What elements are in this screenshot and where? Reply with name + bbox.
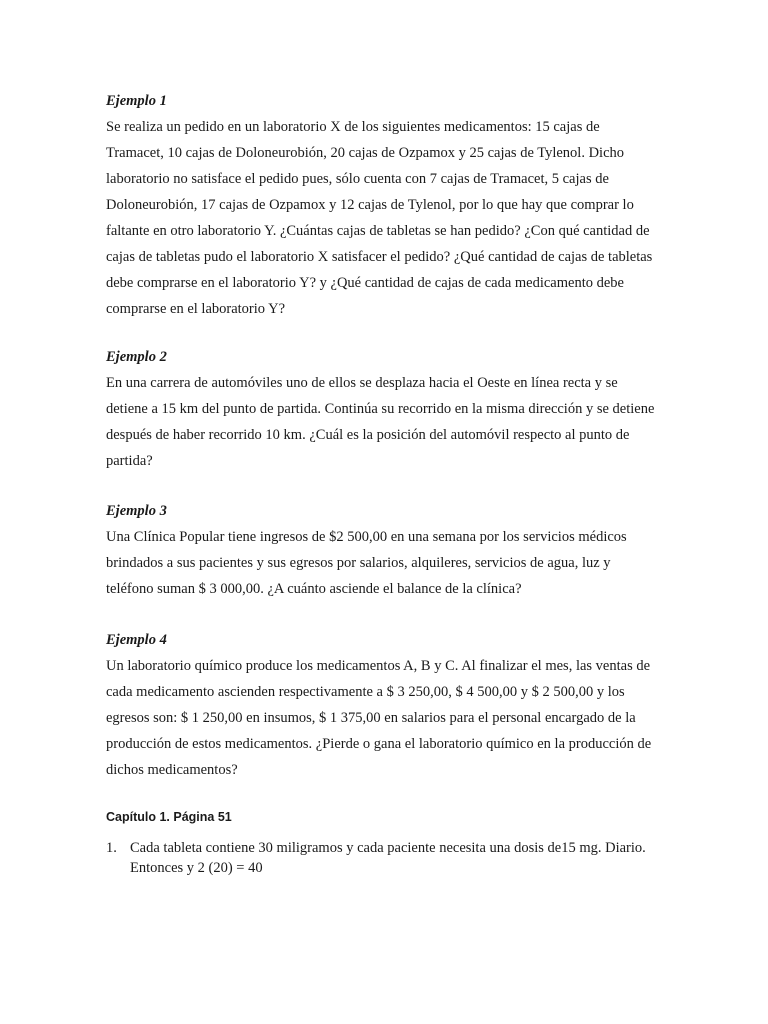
list-item xyxy=(106,838,666,878)
example-1 xyxy=(106,88,658,322)
list-item-text: Cada tableta contiene 30 miligramos y cada paciente necesita una dosis de15 mg. Diario. Entonces y 2 (20) = 40 xyxy=(130,840,646,876)
chapter-list xyxy=(106,838,666,878)
example-3 xyxy=(106,498,658,602)
chapter-heading: Capítulo 1. Página 51 xyxy=(106,810,232,824)
example-2-title: Ejemplo 2 xyxy=(106,349,167,365)
example-1-text: Se realiza un pedido en un laboratorio X de los siguientes medicamentos: 15 cajas de Tramacet, 10 cajas de Doloneurobión, 20 cajas de Ozpamox y 25 cajas de Tylenol. Dicho laboratorio no satisface el pedido pues, sólo cuenta con 7 cajas de Tramacet, 5 cajas de Doloneurobión, 17 cajas de Ozpamox y 12 cajas de Tylenol, por lo que hay que comprar lo faltante en otro laboratorio Y. ¿Cuántas cajas de tabletas se han pedido? ¿Con qué cantidad de cajas de tabletas pudo el laboratorio X satisfacer el pedido? ¿Qué cantidad de cajas de tabletas debe comprarse en el laboratorio Y? y ¿Qué cantidad de cajas de cada medicamento debe comprarse en el laboratorio Y? xyxy=(106,119,653,317)
list-item-number: 1. xyxy=(106,840,117,856)
example-3-text: Una Clínica Popular tiene ingresos de $2 500,00 en una semana por los servicios médicos brindados a sus pacientes y sus egresos por salarios, alquileres, servicios de agua, luz y teléfono suman $ 3 000,00. ¿A cuánto asciende el balance de la clínica? xyxy=(106,529,627,597)
example-4-text: Un laboratorio químico produce los medicamentos A, B y C. Al finalizar el mes, las ventas de cada medicamento ascienden respectivamente a $ 3 250,00, $ 4 500,00 y $ 2 500,00 y los egresos son: $ 1 250,00 en insumos, $ 1 375,00 en salarios para el personal encargado de la producción de estos medicamentos. ¿Pierde o gana el laboratorio químico en la producción de dichos medicamentos? xyxy=(106,658,652,778)
example-1-title: Ejemplo 1 xyxy=(106,93,167,109)
example-4 xyxy=(106,627,658,783)
example-3-title: Ejemplo 3 xyxy=(106,503,167,519)
example-4-title: Ejemplo 4 xyxy=(106,632,167,648)
example-2 xyxy=(106,344,658,474)
example-2-text: En una carrera de automóviles uno de ellos se desplaza hacia el Oeste en línea recta y se detiene a 15 km del punto de partida. Continúa su recorrido en la misma dirección y se detiene después de haber recorrido 10 km. ¿Cuál es la posición del automóvil respecto al punto de partida? xyxy=(106,375,655,469)
